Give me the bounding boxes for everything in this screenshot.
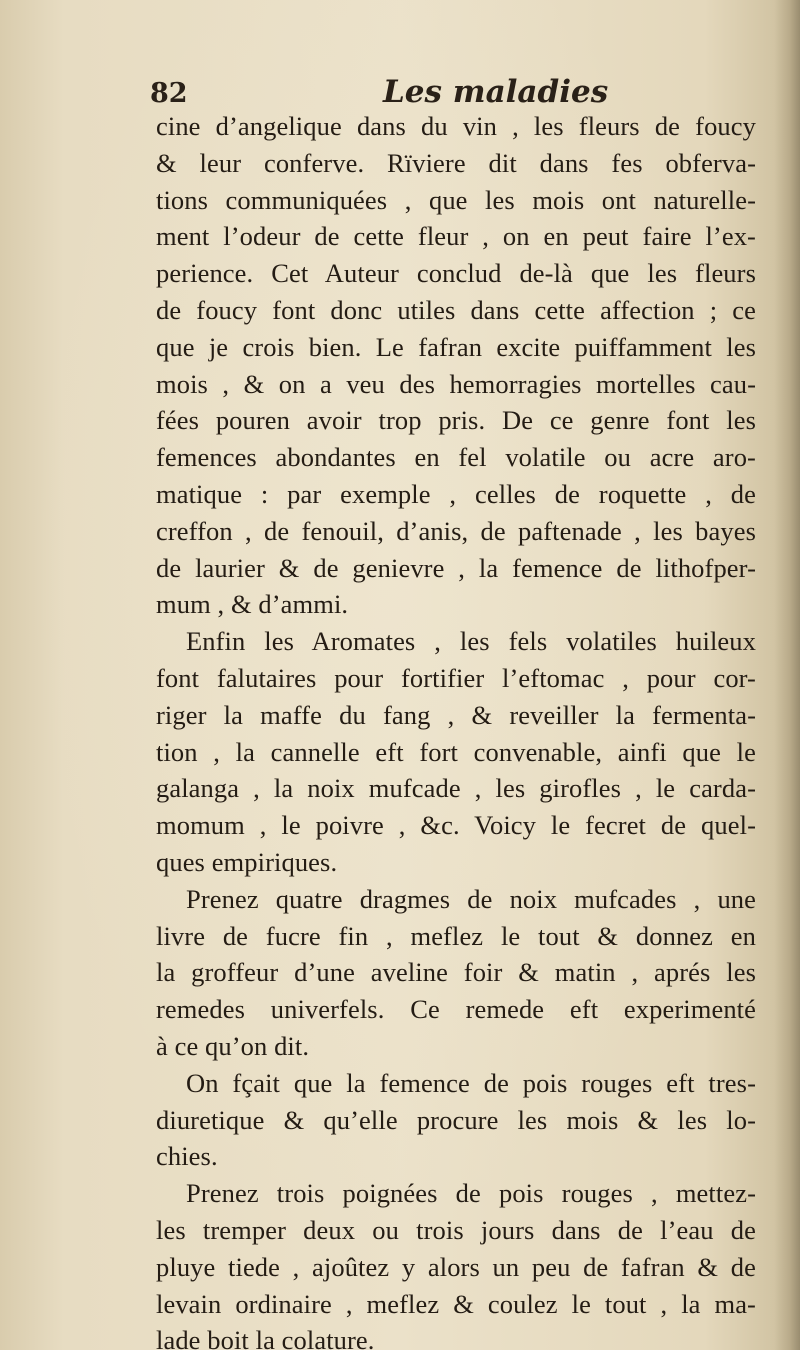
running-title: Les maladies	[383, 74, 609, 110]
text-line: tion , la cannelle eft fort convenable, ainfi que le	[156, 736, 756, 767]
page-number: 82	[150, 78, 188, 109]
text-line: la groffeur d’une aveline foir & matin , aprés les	[156, 957, 756, 988]
text-line: ment l’odeur de cette fleur , on en peut faire l’ex-	[156, 221, 756, 252]
body-text	[156, 108, 756, 1350]
text-line: remedes univerfels. Ce remede eft experimenté	[156, 994, 756, 1025]
text-line: diuretique & qu’elle procure les mois & les lo-	[156, 1104, 756, 1135]
text-line: ques empiriques.	[156, 846, 338, 877]
text-line: que je crois bien. Le fafran excite puiffamment les	[156, 331, 756, 362]
text-line: On fçait que la femence de pois rouges eft tres-	[186, 1067, 756, 1098]
text-line: galanga , la noix mufcade , les girofles , le carda-	[156, 773, 756, 804]
text-line: matique : par exemple , celles de roquette , de	[156, 478, 756, 509]
text-line: Prenez quatre dragmes de noix mufcades , une	[186, 883, 756, 914]
text-line: femences abondantes en fel volatile ou acre aro-	[156, 442, 756, 473]
text-line: pluye tiede , ajoûtez y alors un peu de fafran & de	[156, 1251, 756, 1282]
text-line: momum , le poivre , &c. Voicy le fecret de quel-	[156, 810, 756, 841]
text-line: cine d’angelique dans du vin , les fleurs de foucy	[156, 111, 756, 141]
text-line: fées pouren avoir trop pris. De ce genre font les	[156, 405, 756, 436]
text-line: mum , & d’ammi.	[156, 589, 349, 620]
text-line: à ce qu’on dit.	[156, 1030, 310, 1061]
text-line: de laurier & de genievre , la femence de lithofper-	[156, 552, 756, 583]
text-line: Prenez trois poignées de pois rouges , mettez-	[186, 1178, 756, 1209]
text-line: de foucy font donc utiles dans cette affection ; ce	[156, 294, 756, 325]
text-line: riger la maffe du fang , & reveiller la fermenta-	[156, 699, 756, 730]
text-line: & leur conferve. Rïviere dit dans fes obferva-	[156, 147, 756, 178]
text-line: Enfin les Aromates , les fels volatiles huileux	[186, 626, 756, 657]
text-line: font falutaires pour fortifier l’eftomac , pour cor-	[156, 662, 756, 693]
text-line: tions communiquées , que les mois ont naturelle-	[156, 184, 756, 215]
text-line: creffon , de fenouil, d’anis, de paftenade , les bayes	[156, 515, 756, 546]
text-line: mois , & on a veu des hemorragies mortelles cau-	[156, 368, 756, 399]
text-line: levain ordinaire , meflez & coulez le tout , la ma-	[156, 1288, 756, 1319]
text-line: chies.	[156, 1141, 218, 1172]
text-line: perience. Cet Auteur conclud de-là que les fleurs	[156, 258, 756, 289]
text-line: livre de fucre fin , meflez le tout & donnez en	[156, 920, 756, 951]
text-line: les tremper deux ou trois jours dans de l’eau de	[156, 1214, 756, 1245]
text-line: lade boit la colature.	[156, 1325, 375, 1350]
